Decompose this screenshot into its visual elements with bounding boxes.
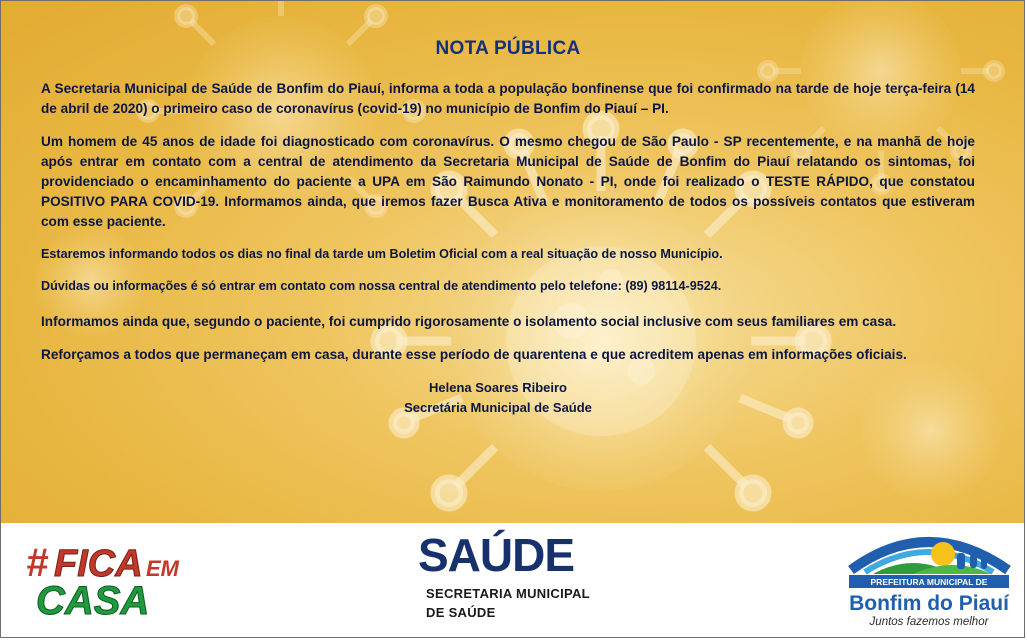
- saude-subtitle: [426, 584, 628, 622]
- notice-paragraph-isolation: Informamos ainda que, segundo o paciente, foi cumprido rigorosamente o isolamento social inclusive com seus familiares em casa.: [41, 314, 897, 329]
- notice-paragraph-case-details: Um homem de 45 anos de idade foi diagnosticado com coronavírus. O mesmo chegou de São Paulo - SP recentemente, e na manhã de hoje após entrar em contato com a central de atendimento da Secretaria Municipal de Saúde de Bonfim do Piauí relatando os sintomas, foi providenciado o encaminhamento do paciente a UPA em São Raimundo Nonato - PI, onde foi realizado o TESTE RÁPIDO, que constatou POSITIVO PARA COVID-19. Informamos ainda, que iremos fazer Busca Ativa e monitoramento de todos os possíveis contatos que estiveram com esse paciente.: [41, 134, 975, 229]
- notice-title: NOTA PÚBLICA: [435, 38, 581, 59]
- fica-word: FICA: [54, 543, 143, 585]
- notice-panel: [1, 1, 1024, 523]
- notice-paragraph-contact: Dúvidas ou informações é só entrar em contato com nossa central de atendimento pelo telefone: (89) 98114-9524.: [41, 279, 722, 293]
- saude-title: SAÚDE: [418, 529, 575, 581]
- saude-subtitle-line1: SECRETARIA MUNICIPAL: [426, 586, 590, 601]
- prefeitura-top-text: PREFEITURA MUNICIPAL DE: [870, 577, 988, 587]
- saude-subtitle-line2: DE SAÚDE: [426, 605, 496, 620]
- fica-em-casa-logo: [24, 538, 194, 620]
- notice-content: [41, 39, 975, 418]
- notice-paragraph-bulletin: Estaremos informando todos os dias no final da tarde um Boletim Oficial com a real situação de nosso Município.: [41, 247, 723, 261]
- signature-role: Secretária Municipal de Saúde: [404, 400, 592, 415]
- signature-block: [41, 378, 975, 418]
- saude-secretaria-block: [418, 529, 628, 622]
- fica-em: EM: [146, 556, 179, 581]
- notice-paragraph-confirmation: A Secretaria Municipal de Saúde de Bonfim do Piauí, informa a toda a população bonfinense que foi confirmado na tarde de hoje terça-feira (14 de abril de 2020) o primeiro caso de coronavírus (covid-19) no município de Bonfim do Piauí – PI.: [41, 81, 975, 116]
- fica-casa: CASA: [36, 579, 150, 620]
- prefeitura-bonfim-logo: [843, 524, 1013, 632]
- fica-hash: #: [26, 541, 49, 585]
- signature-name: Helena Soares Ribeiro: [429, 380, 567, 395]
- prefeitura-name: Bonfim do Piauí: [849, 592, 1009, 615]
- notice-paragraph-stay-home: Reforçamos a todos que permaneçam em casa, durante esse período de quarentena e que acreditem apenas em informações oficiais.: [41, 347, 907, 362]
- prefeitura-slogan: Juntos fazemos melhor: [869, 616, 989, 628]
- family-icon: [957, 544, 987, 569]
